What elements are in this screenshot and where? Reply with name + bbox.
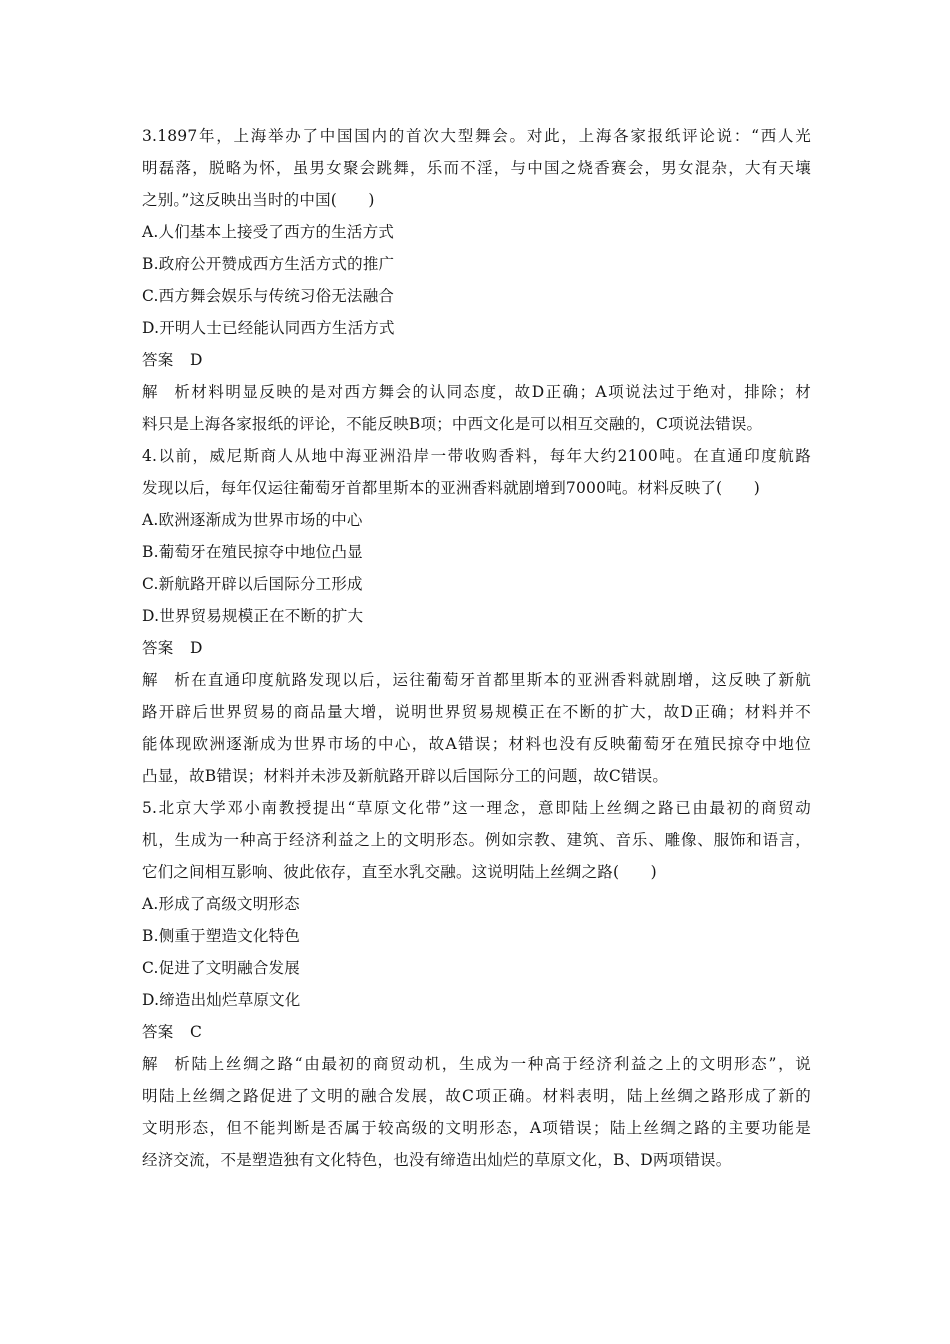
q4-stem-line-1: 4.以前，威尼斯商人从地中海亚洲沿岸一带收购香料，每年大约2100吨。在直通印度航路 bbox=[142, 447, 811, 465]
q5-stem-line-2: 机，生成为一种高于经济利益之上的文明形态。例如宗教、建筑、音乐、雕像、服饰和语言， bbox=[142, 831, 811, 849]
q4-option-b: B.葡萄牙在殖民掠夺中地位凸显 bbox=[142, 543, 363, 561]
q5-analysis-line-4: 经济交流，不是塑造独有文化特色，也没有缔造出灿烂的草原文化，B、D两项错误。 bbox=[142, 1151, 732, 1169]
analysis-label: 解析 bbox=[142, 671, 190, 689]
q5-stem-line-1: 5.北京大学邓小南教授提出“草原文化带”这一理念，意即陆上丝绸之路已由最初的商贸动 bbox=[142, 799, 811, 817]
q3-option-d: D.开明人士已经能认同西方生活方式 bbox=[142, 319, 395, 337]
q3-option-b: B.政府公开赞成西方生活方式的推广 bbox=[142, 255, 395, 273]
q4-answer bbox=[142, 638, 203, 658]
answer-label: 答案 bbox=[142, 351, 174, 369]
answer-value: D bbox=[190, 639, 203, 657]
answer-label: 答案 bbox=[142, 1023, 174, 1041]
analysis-label: 解析 bbox=[142, 383, 190, 401]
q5-option-a: A.形成了高级文明形态 bbox=[142, 895, 300, 913]
q3-stem-line-3: 之别。”这反映出当时的中国( ) bbox=[142, 191, 375, 209]
q4-option-a: A.欧洲逐渐成为世界市场的中心 bbox=[142, 511, 363, 529]
q5-stem-line-3: 它们之间相互影响、彼此依存，直至水乳交融。这说明陆上丝绸之路( ) bbox=[142, 863, 657, 881]
q5-option-d: D.缔造出灿烂草原文化 bbox=[142, 991, 301, 1009]
q4-analysis-line-3: 能体现欧洲逐渐成为世界市场的中心，故A错误；材料也没有反映葡萄牙在殖民掠夺中地位 bbox=[142, 735, 811, 753]
q4-stem-line-2: 发现以后，每年仅运往葡萄牙首都里斯本的亚洲香料就剧增到7000吨。材料反映了( ) bbox=[142, 479, 760, 497]
analysis-text: 材料明显反映的是对西方舞会的认同态度，故D正确；A项说法过于绝对，排除；材 bbox=[190, 383, 811, 401]
q5-option-b: B.侧重于塑造文化特色 bbox=[142, 927, 301, 945]
q3-stem-line-1: 3.1897年，上海举办了中国国内的首次大型舞会。对此，上海各家报纸评论说：“西人光 bbox=[142, 127, 811, 145]
q5-analysis-line-3: 文明形态，但不能判断是否属于较高级的文明形态，A项错误；陆上丝绸之路的主要功能是 bbox=[142, 1119, 811, 1137]
answer-label: 答案 bbox=[142, 639, 174, 657]
q3-analysis-line-1 bbox=[142, 382, 811, 402]
q4-option-d: D.世界贸易规模正在不断的扩大 bbox=[142, 607, 364, 625]
answer-value: C bbox=[190, 1023, 203, 1041]
analysis-text: 在直通印度航路发现以后，运往葡萄牙首都里斯本的亚洲香料就剧增，这反映了新航 bbox=[190, 671, 811, 689]
q3-option-c: C.西方舞会娱乐与传统习俗无法融合 bbox=[142, 287, 395, 305]
q5-analysis-line-2: 明陆上丝绸之路促进了文明的融合发展，故C项正确。材料表明，陆上丝绸之路形成了新的 bbox=[142, 1087, 811, 1105]
analysis-text: 陆上丝绸之路“由最初的商贸动机，生成为一种高于经济利益之上的文明形态”，说 bbox=[190, 1055, 811, 1073]
q3-stem-line-2: 明磊落，脱略为怀，虽男女聚会跳舞，乐而不淫，与中国之烧香赛会，男女混杂，大有天壤 bbox=[142, 159, 811, 177]
q4-analysis-line-2: 路开辟后世界贸易的商品量大增，说明世界贸易规模正在不断的扩大，故D正确；材料并不 bbox=[142, 703, 811, 721]
q4-option-c: C.新航路开辟以后国际分工形成 bbox=[142, 575, 363, 593]
answer-value: D bbox=[190, 351, 203, 369]
q4-analysis-line-1 bbox=[142, 670, 811, 690]
q3-analysis-line-2: 料只是上海各家报纸的评论，不能反映B项；中西文化是可以相互交融的，C项说法错误。 bbox=[142, 415, 763, 433]
q4-analysis-line-4: 凸显，故B错误；材料并未涉及新航路开辟以后国际分工的问题，故C错误。 bbox=[142, 767, 669, 785]
analysis-label: 解析 bbox=[142, 1055, 190, 1073]
q5-option-c: C.促进了文明融合发展 bbox=[142, 959, 300, 977]
q5-answer bbox=[142, 1022, 202, 1042]
q3-option-a: A.人们基本上接受了西方的生活方式 bbox=[142, 223, 395, 241]
q3-answer bbox=[142, 350, 203, 370]
q5-analysis-line-1 bbox=[142, 1054, 811, 1074]
